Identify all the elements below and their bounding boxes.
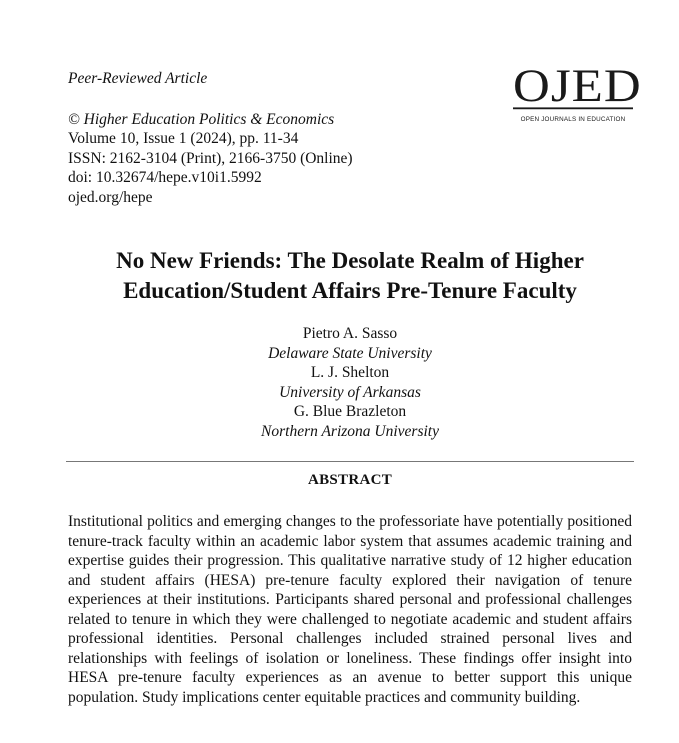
author-name: G. Blue Brazleton [293,403,407,420]
title-line-2: Education/Student Affairs Pre-Tenure Faculty [123,278,577,303]
abstract-text: Institutional politics and emerging changes to the professoriate have potentially positioned tenure-track faculty within an academic labor system that assumes academic training and expertise guides their progression. This qualitative narrative study of 12 higher education and student affairs (HESA) pre-tenure faculty explored their navigation of tenure experiences at their institutions. Participants shared personal and professional challenges related to tenure in which they were challenged to negotiate academic and student affairs professional identities. Personal challenges included strained personal lives and relationships with feelings of isolation or loneliness. These findings offer insight into HESA pre-tenure faculty experiences as an avenue to better support this unique population. Study implications center equitable practices and community building. [68,513,632,706]
journal-url: ojed.org/hepe [68,188,153,206]
volume-info: Volume 10, Issue 1 (2024), pp. 11-34 [68,130,299,147]
author-list [40,324,660,441]
author-affiliation: University of Arkansas [279,383,421,401]
author-name: L. J. Shelton [310,364,390,381]
author-affiliation: Delaware State University [268,344,432,362]
logo-wordmark: OJED [513,60,642,112]
doi: doi: 10.32674/hepe.v10i1.5992 [68,169,262,186]
logo-tagline: OPEN JOURNALS IN EDUCATION [520,116,626,123]
paper-title [40,246,660,306]
title-line-1: No New Friends: The Desolate Realm of Higher [116,248,584,273]
journal-name: © Higher Education Politics & Economics [68,110,335,128]
ojed-logo [513,60,642,123]
article-metadata [68,69,353,207]
section-divider [66,461,634,462]
article-type: Peer-Reviewed Article [68,70,208,87]
issn: ISSN: 2162-3104 (Print), 2166-3750 (Online) [68,149,353,167]
author-name: Pietro A. Sasso [302,325,398,342]
author-affiliation: Northern Arizona University [261,422,439,440]
abstract-heading: ABSTRACT [307,472,393,488]
